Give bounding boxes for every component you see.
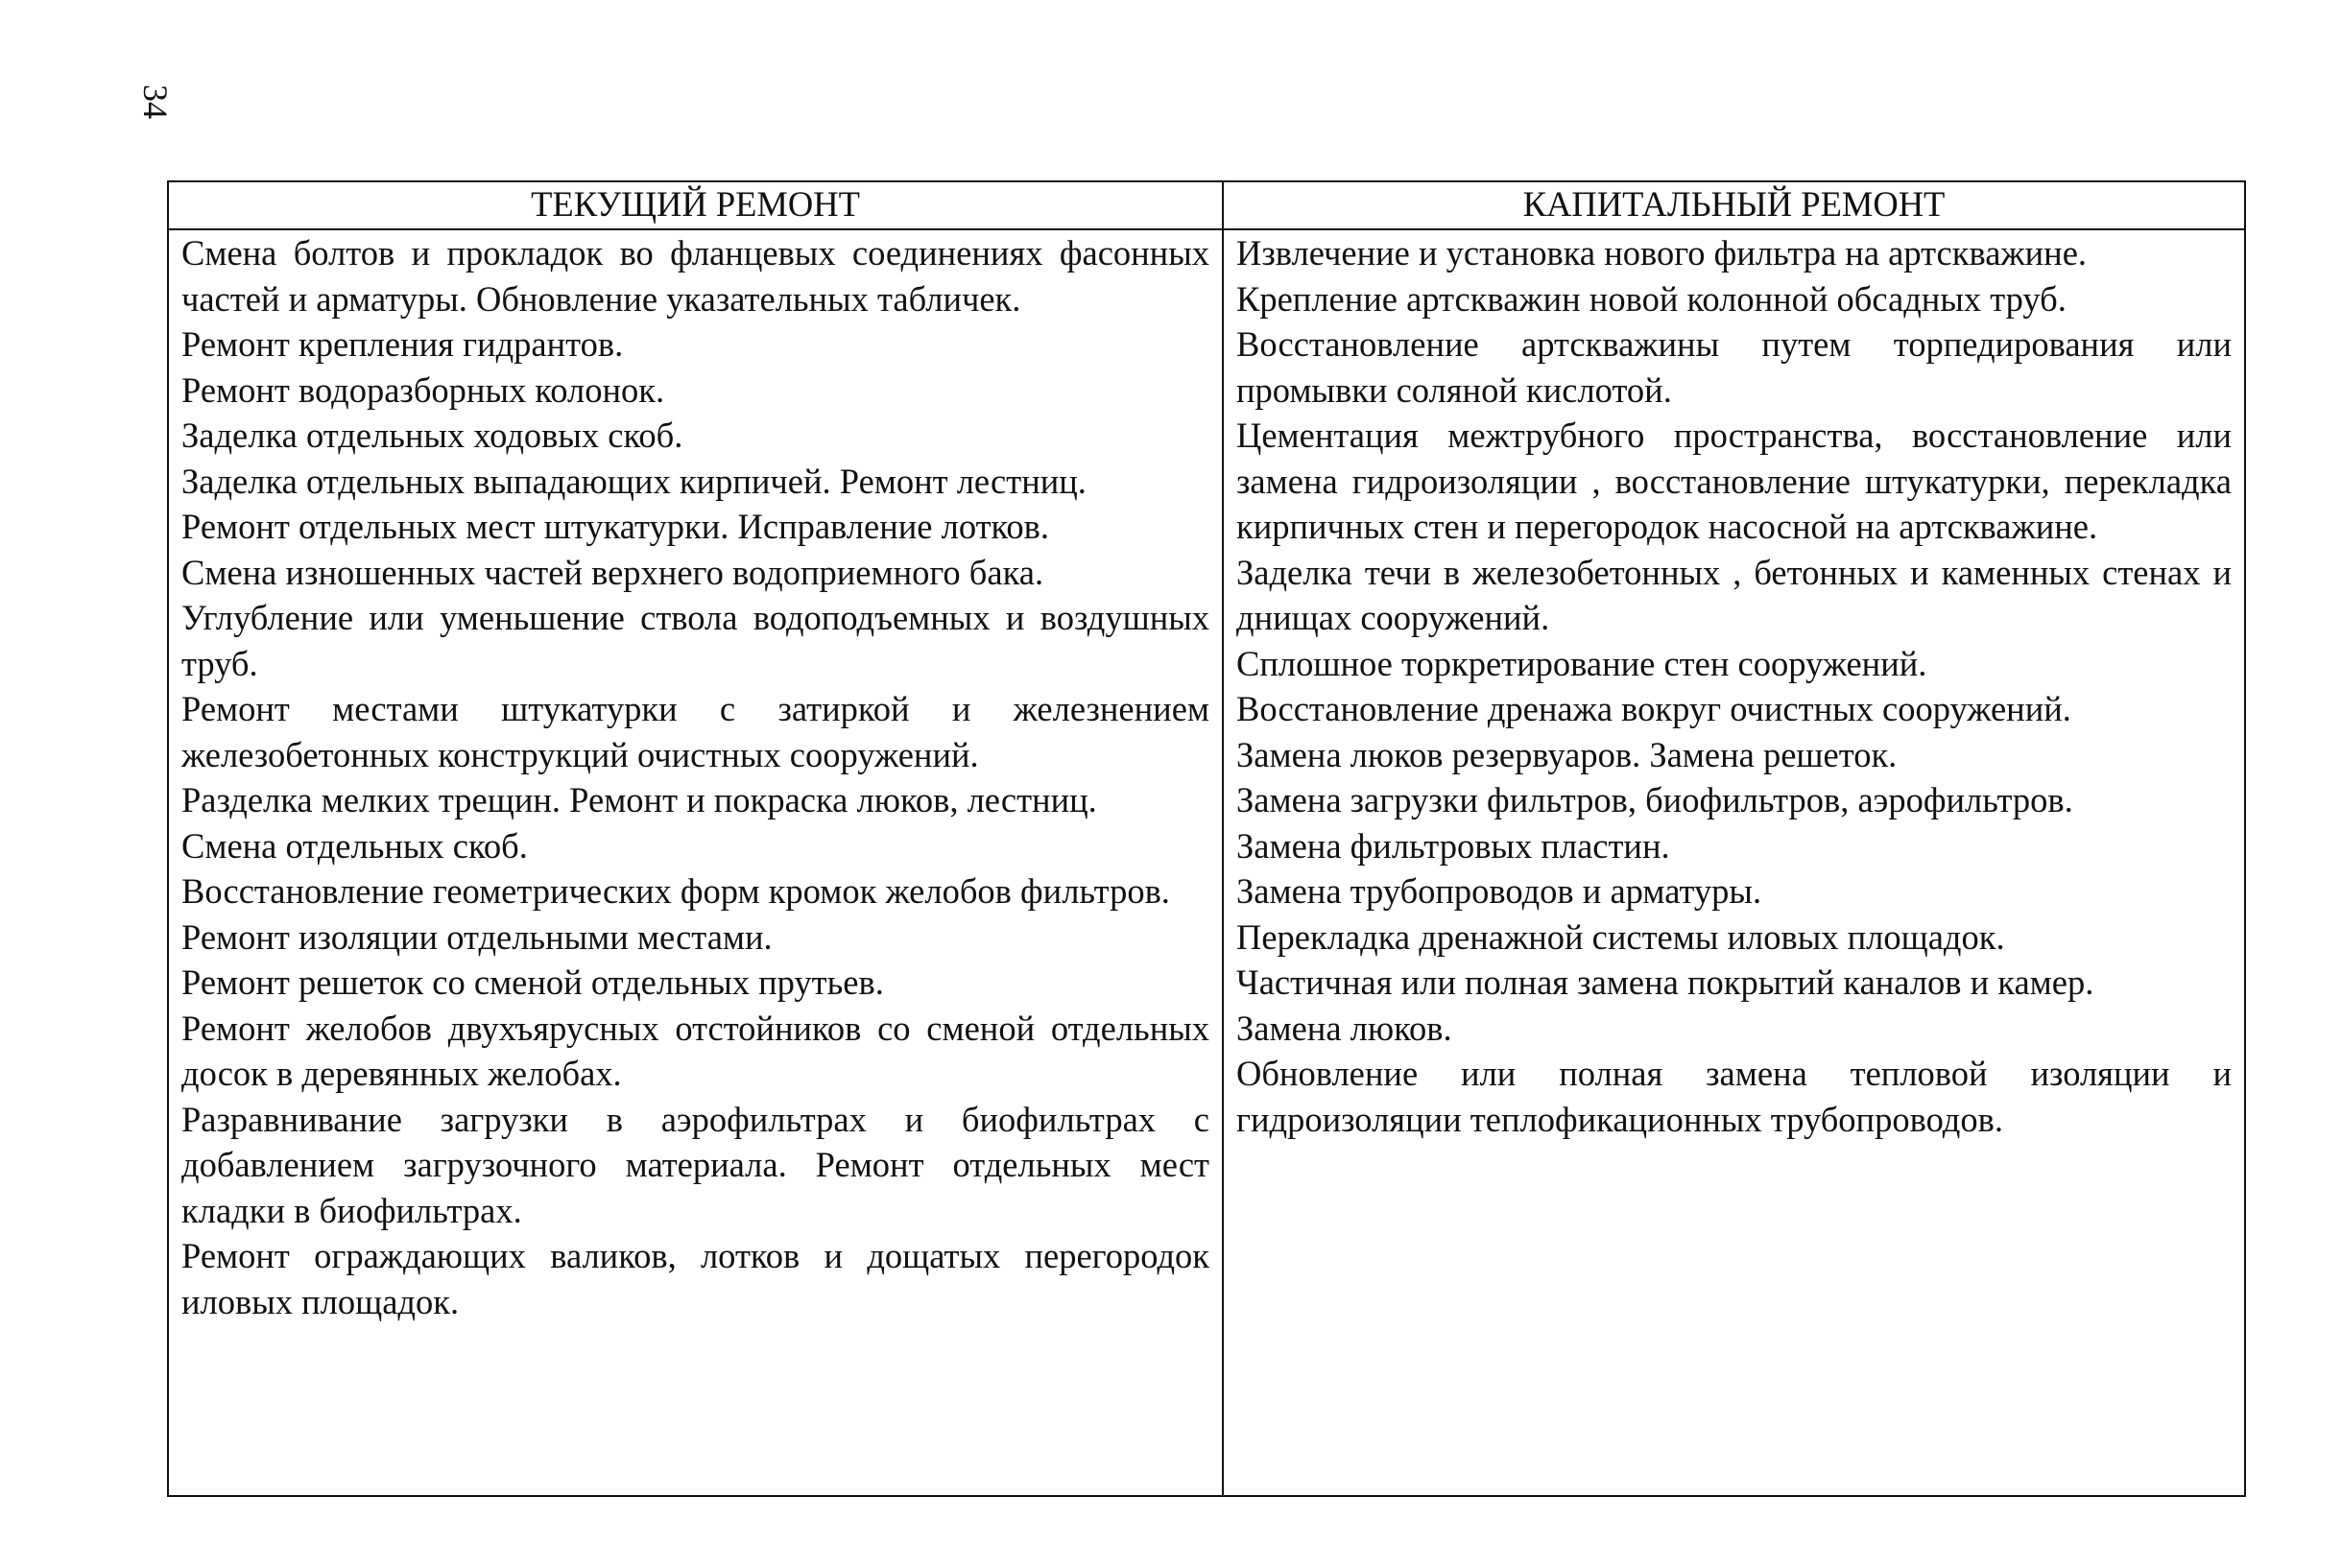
current-repair-item: Разравнивание загрузки в аэрофильтрах и биофильтрах с добавлением загрузочного материала. Ремонт отдельных мест кладки в биофильтрах. — [181, 1099, 1209, 1230]
current-repair-item: Смена болтов и прокладок во фланцевых соединениях фасонных частей и арматуры. Обновление указательных табличек. — [181, 233, 1209, 319]
current-repair-item: Ремонт отдельных мест штукатурки. Исправление лотков. — [181, 507, 1050, 546]
current-repair-item: Ремонт водоразборных колонок. — [181, 369, 665, 410]
current-repair-item: Ремонт решеток со сменой отдельных прутьев. — [181, 962, 884, 1002]
header-current-repair: ТЕКУЩИЙ РЕМОНТ — [168, 181, 1223, 229]
current-repair-item: Восстановление геометрических форм кромок желобов фильтров. — [181, 871, 1170, 911]
capital-repair-item: Замена загрузки фильтров, биофильтров, аэрофильтров. — [1236, 780, 2073, 820]
current-repair-item: Смена отдельных скоб. — [181, 825, 528, 866]
repair-comparison-table — [167, 180, 2246, 1497]
capital-repair-item: Извлечение и установка нового фильтра на артскважине. — [1236, 233, 2088, 273]
current-repair-item: Ремонт желобов двухъярусных отстойников со сменой отдельных досок в деревянных желобах. — [181, 1008, 1209, 1093]
current-repair-cell — [168, 229, 1223, 1496]
table-body-row — [168, 229, 2245, 1496]
current-repair-item: Заделка отдельных выпадающих кирпичей. Ремонт лестниц. — [181, 461, 1087, 501]
capital-repair-item: Восстановление артскважины путем торпедирования или промывки соляной кислотой. — [1236, 324, 2232, 410]
capital-repair-item: Частичная или полная замена покрытий каналов и камер. — [1236, 962, 2094, 1002]
current-repair-item: Заделка отдельных ходовых скоб. — [181, 416, 683, 455]
page-number: 34 — [136, 84, 175, 119]
capital-repair-item: Перекладка дренажной системы иловых площадок. — [1236, 916, 2005, 957]
header-capital-repair: КАПИТАЛЬНЫЙ РЕМОНТ — [1223, 181, 2245, 229]
capital-repair-item: Обновление или полная замена тепловой изоляции и гидроизоляции теплофикационных трубопроводов. — [1236, 1054, 2232, 1139]
capital-repair-item: Замена фильтровых пластин. — [1236, 825, 1670, 866]
capital-repair-item: Крепление артскважин новой колонной обсадных труб. — [1236, 278, 2067, 319]
capital-repair-item: Замена трубопроводов и арматуры. — [1236, 871, 1762, 911]
capital-repair-item: Замена люков. — [1236, 1008, 1452, 1048]
capital-repair-item: Замена люков резервуаров. Замена решеток. — [1236, 734, 1898, 774]
current-repair-item: Ремонт ограждающих валиков, лотков и дощатых перегородок иловых площадок. — [181, 1236, 1209, 1321]
table-header-row — [168, 181, 2245, 229]
capital-repair-item: Заделка течи в железобетонных , бетонных и каменных стенах и днищах сооружений. — [1236, 552, 2232, 637]
current-repair-item: Ремонт крепления гидрантов. — [181, 324, 624, 364]
current-repair-item: Углубление или уменьшение ствола водоподъемных и воздушных труб. — [181, 598, 1209, 683]
current-repair-item: Смена изношенных частей верхнего водоприемного бака. — [181, 552, 1044, 592]
capital-repair-item: Восстановление дренажа вокруг очистных сооружений. — [1236, 689, 2071, 728]
capital-repair-item: Сплошное торкретирование стен сооружений. — [1236, 643, 1927, 683]
current-repair-item: Ремонт изоляции отдельными местами. — [181, 916, 773, 957]
current-repair-item: Разделка мелких трещин. Ремонт и покраска люков, лестниц. — [181, 780, 1097, 820]
current-repair-item: Ремонт местами штукатурки с затиркой и железнением железобетонных конструкций очистных сооружений. — [181, 689, 1209, 774]
capital-repair-item: Цементация межтрубного пространства, восстановление или замена гидроизоляции , восстановление штукатурки, перекладка кирпичных стен и перегородок насосной на артскважине. — [1236, 416, 2232, 546]
capital-repair-cell — [1223, 229, 2245, 1496]
